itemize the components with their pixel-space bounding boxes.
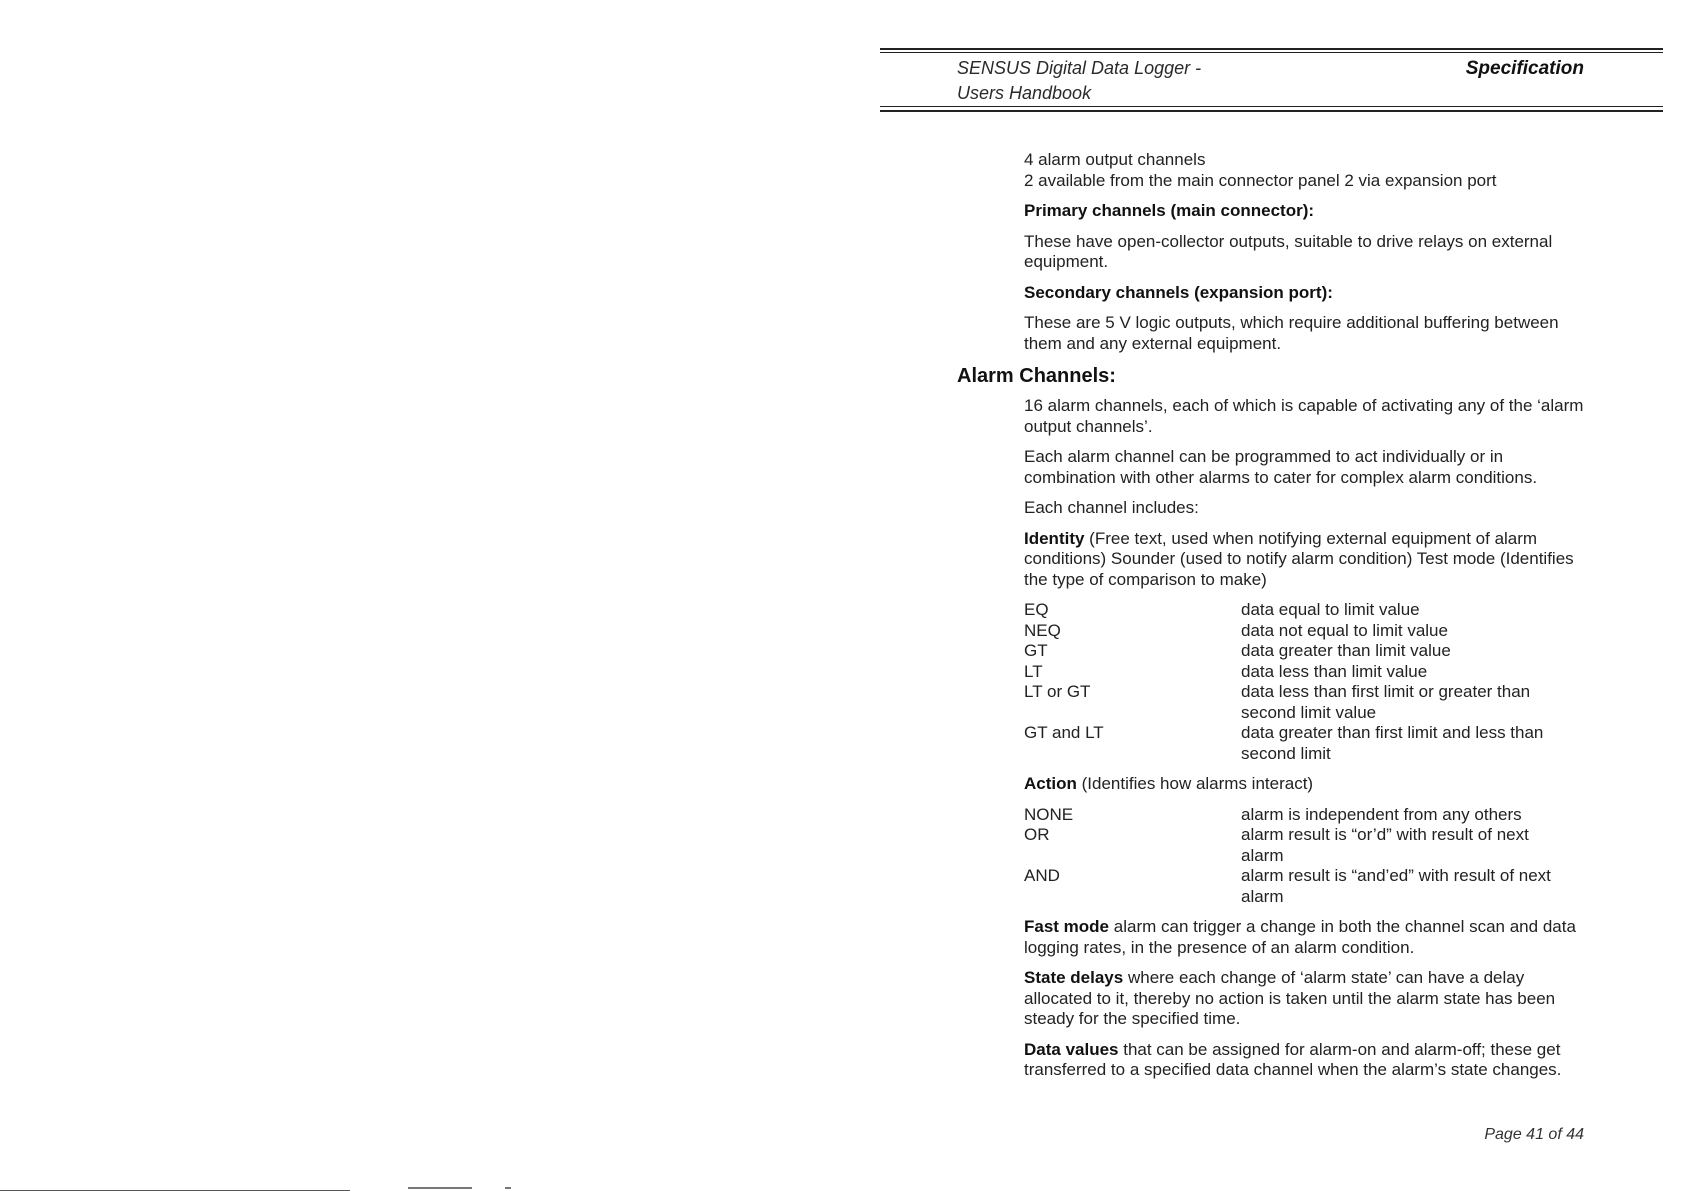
comparison-desc: data less than first limit or greater than second limit value [1241,682,1531,722]
secondary-channels-text: These are 5 V logic outputs, which require additional buffering between them and any external equipment. [1024,313,1559,353]
state-delays-text: where each change of ‘alarm state’ can have a delay allocated to it, thereby no action is taken until the alarm state has been steady for the specified time. [1024,968,1556,1028]
state-delays-paragraph [1024,968,1594,1030]
fast-mode-paragraph [1024,917,1594,958]
action-text: (Identifies how alarms interact) [1076,774,1314,793]
document-title [957,56,1201,106]
identity-lead: Identity [1024,528,1085,548]
alarm-channels-heading: Alarm Channels: [957,365,1116,387]
action-code: AND [1024,866,1060,885]
primary-channels-text: These have open-collector outputs, suitable to drive relays on external equipment. [1024,231,1553,271]
comparison-desc: data not equal to limit value [1241,620,1448,640]
document-title-line1: SENSUS Digital Data Logger - [957,58,1202,78]
section-title: Specification [1465,58,1584,79]
action-code: OR [1024,825,1050,844]
comparison-desc: data less than limit value [1241,661,1428,681]
action-lead: Action [1024,774,1077,793]
intro-line2: 2 available from the main connector panel 2 via expansion port [1024,170,1497,190]
table-row [1024,866,1571,907]
data-values-paragraph [1024,1040,1594,1081]
table-row [1024,805,1571,826]
comparison-code: GT [1024,641,1048,660]
comparison-desc: data equal to limit value [1241,600,1420,619]
comparison-code: GT and LT [1024,723,1104,742]
comparison-code: LT [1024,661,1043,681]
comparison-code: NEQ [1024,620,1061,640]
data-values-lead: Data values [1024,1039,1119,1059]
secondary-channels-heading: Secondary channels (expansion port): [1024,282,1333,302]
intro-paragraph [1024,150,1594,191]
table-row [1024,682,1571,723]
comparison-code: EQ [1024,600,1049,619]
bottom-edge-mark [505,1187,511,1189]
alarm-channels-p2: Each alarm channel can be programmed to act individually or in combination with other alarms to cater for complex alarm conditions. [1024,447,1538,487]
page-content [957,150,1594,1091]
action-desc: alarm result is “and’ed” with result of next alarm [1241,866,1551,906]
state-delays-lead: State delays [1024,968,1124,987]
header-top-rule [880,48,1663,50]
data-values-text: that can be assigned for alarm-on and alarm-off; these get transferred to a specified data channel when the alarm’s state changes. [1024,1039,1562,1079]
header-top-rule-thin [880,52,1663,53]
primary-channels-heading: Primary channels (main connector): [1024,201,1315,220]
identity-text: (Free text, used when notifying external equipment of alarm conditions) Sounder (used to notify alarm condition) Test mode (Identifies the type of comparison to make) [1024,528,1574,589]
alarm-channels-p1: 16 alarm channels, each of which is capable of activating any of the ‘alarm output channels’. [1024,396,1584,436]
action-desc: alarm is independent from any others [1241,804,1522,824]
action-paragraph [1024,774,1594,795]
header-bottom-rule [880,110,1663,112]
table-row [1024,825,1571,866]
fast-mode-lead: Fast mode [1024,917,1110,936]
page-number: Page 41 of 44 [1484,1126,1584,1143]
comparison-desc: data greater than limit value [1241,641,1451,660]
action-table [1024,805,1571,908]
intro-line1: 4 alarm output channels [1024,150,1206,169]
comparison-code: LT or GT [1024,682,1091,701]
table-row [1024,621,1571,642]
action-code: NONE [1024,804,1074,824]
identity-paragraph [1024,529,1594,591]
comparison-table [1024,600,1571,764]
table-row [1024,641,1571,662]
bottom-edge-mark [408,1187,472,1189]
document-title-line2: Users Handbook [957,83,1092,103]
action-desc: alarm result is “or’d” with result of next alarm [1241,825,1529,865]
table-row [1024,723,1571,764]
alarm-channels-p3: Each channel includes: [1024,498,1199,517]
header-bottom-rule-thin [880,106,1663,107]
comparison-desc: data greater than first limit and less than second limit [1241,723,1544,763]
fast-mode-text: alarm can trigger a change in both the channel scan and data logging rates, in the presence of an alarm condition. [1024,917,1576,957]
table-row [1024,662,1571,683]
table-row [1024,600,1571,621]
